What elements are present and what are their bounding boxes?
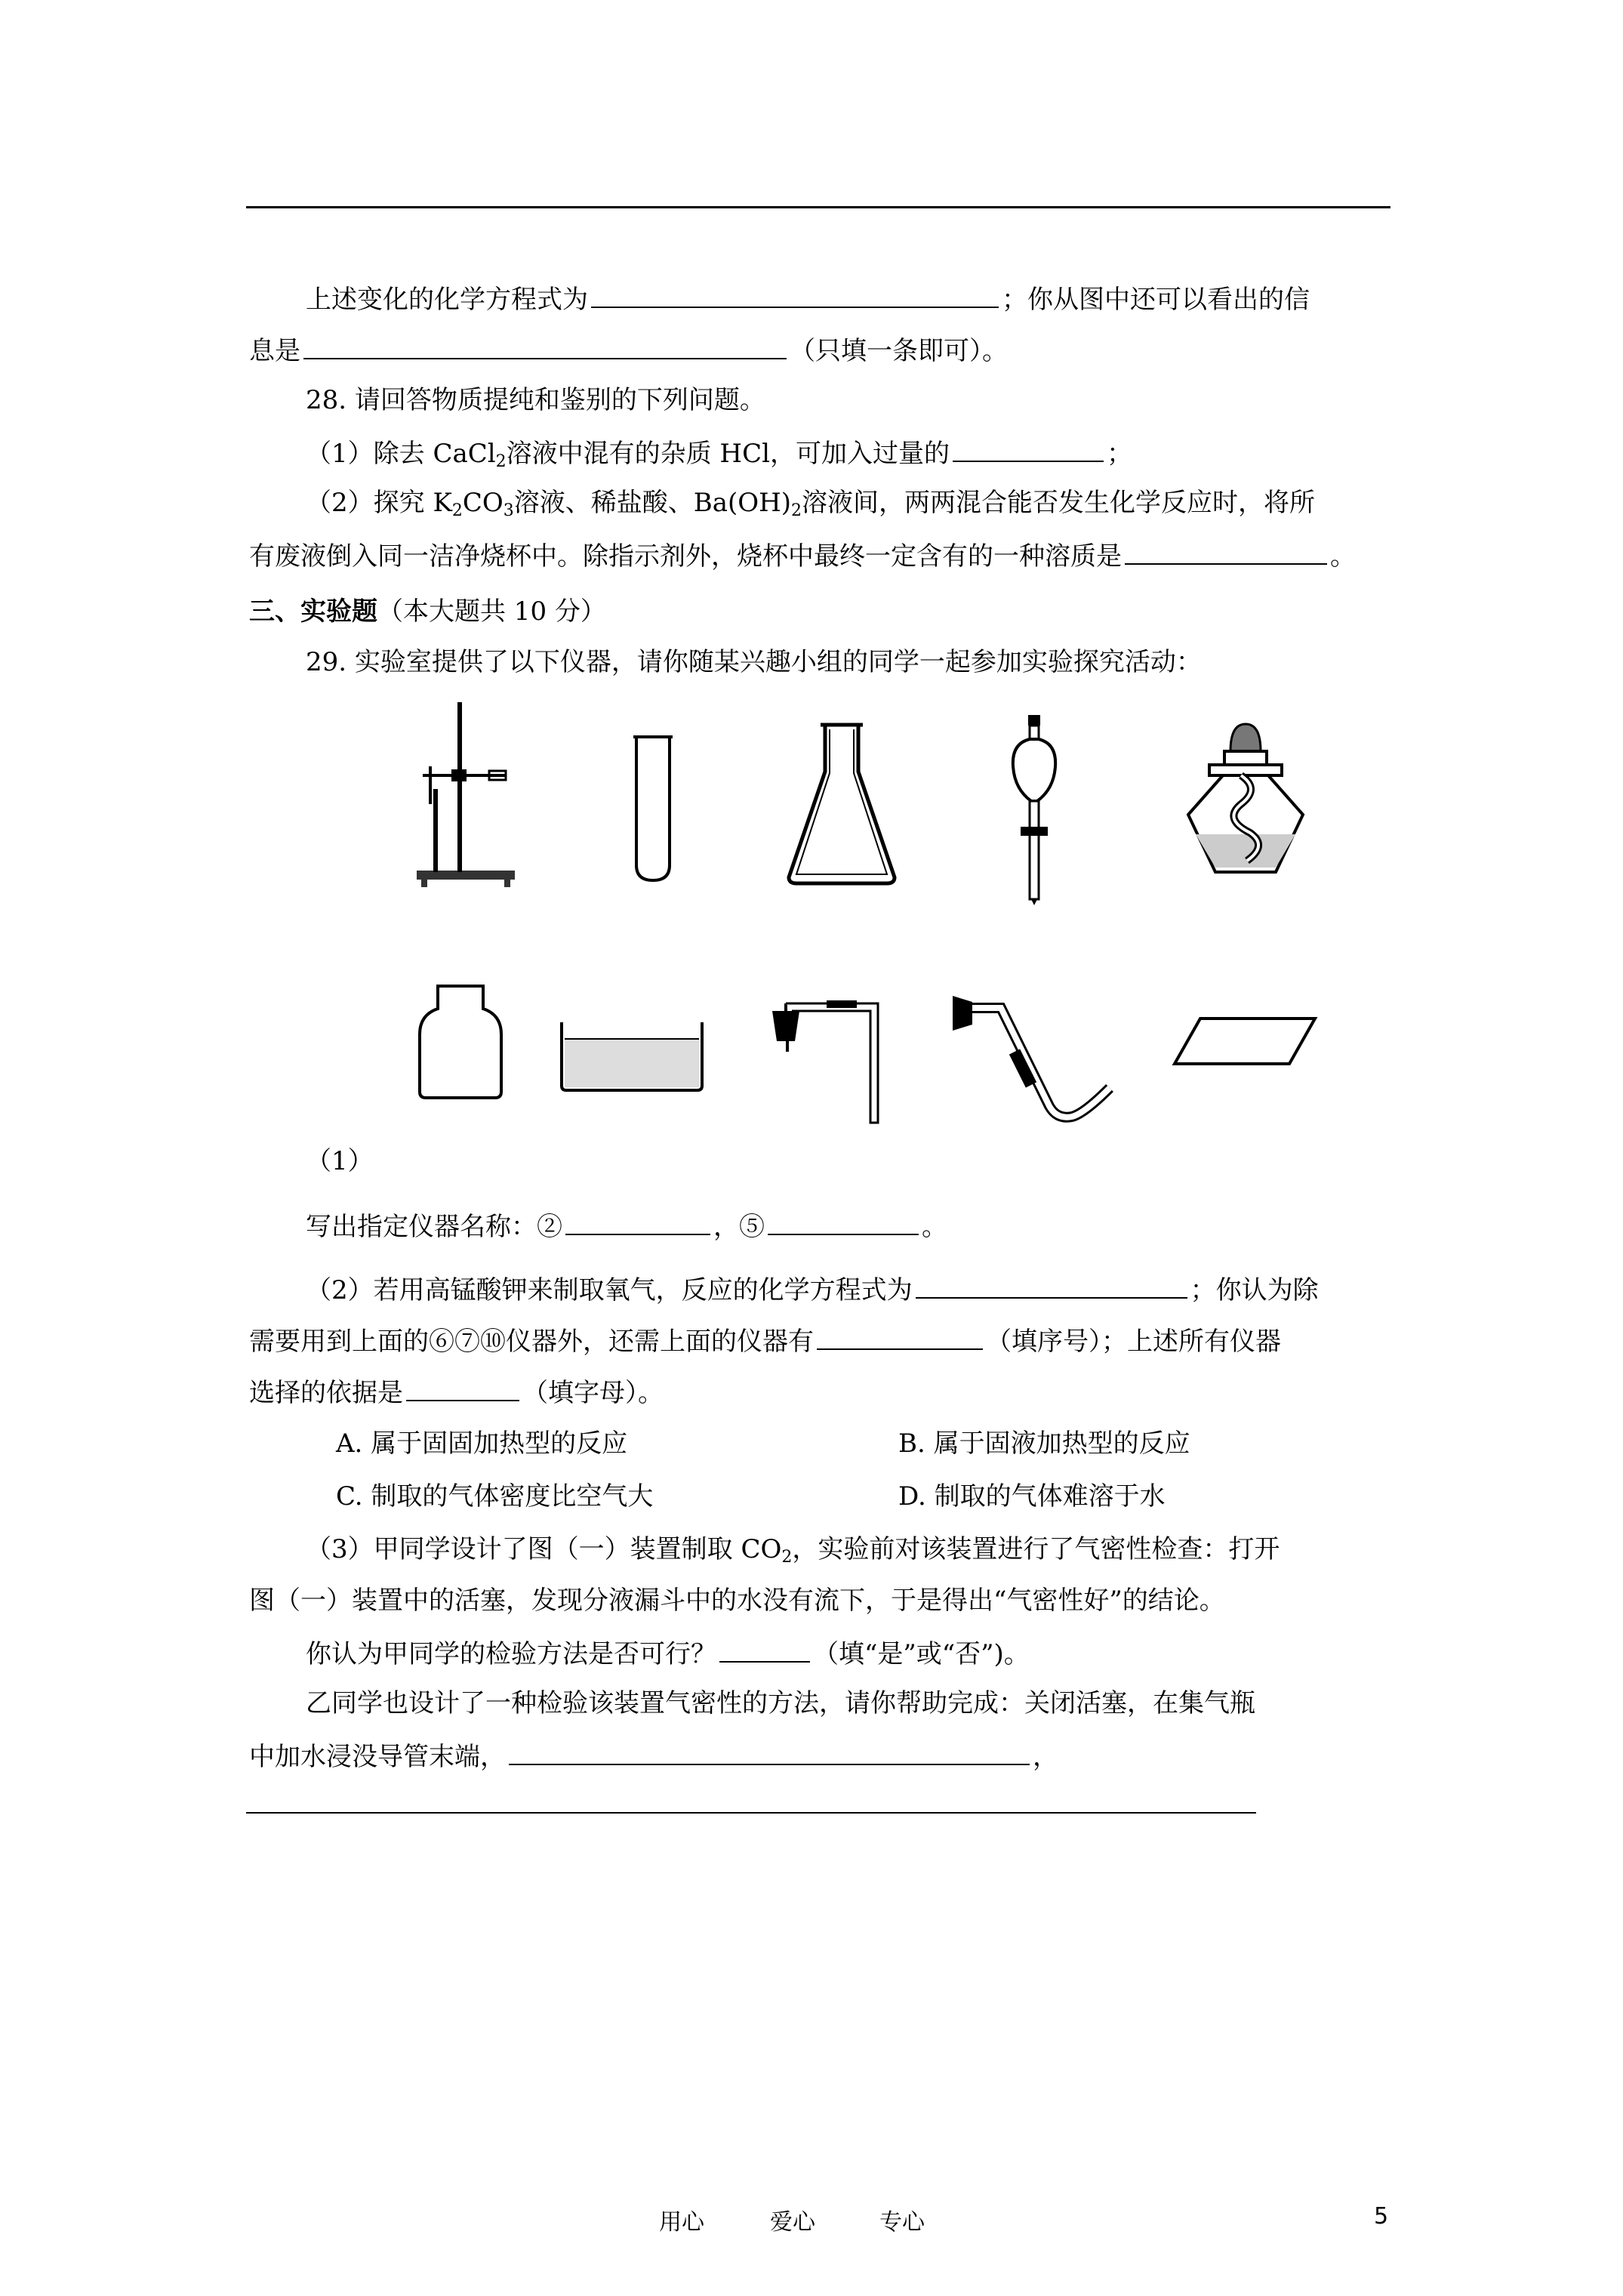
erlenmeyer-flask-icon — [781, 719, 902, 889]
page-number: 5 — [1374, 2203, 1389, 2230]
section3-title-rest: （本大题共 10 分） — [377, 596, 606, 627]
q29-p3-l5-text-a: 中加水浸没导管末端， — [249, 1742, 506, 1772]
q28-p1-text-b: 溶液中混有的杂质 HCl，可加入过量的 — [506, 439, 950, 469]
airtightness-method-blank[interactable] — [509, 1738, 1030, 1765]
bent-delivery-tube-icon — [944, 985, 1125, 1129]
q29-p2-l3-text-b: （填字母）。 — [522, 1378, 664, 1408]
q29-part3-line5 — [249, 1738, 1058, 1774]
gas-collecting-bottle-icon — [415, 982, 506, 1102]
q29-part3-line1 — [306, 1533, 1280, 1566]
q28-title: 28. 请回答物质提纯和鉴别的下列问题。 — [306, 385, 765, 415]
q28-p2-sub3: 2 — [791, 501, 802, 520]
q29-p3-l3-text-a: 你认为甲同学的检验方法是否可行？ — [306, 1639, 716, 1669]
test-tube-icon — [630, 732, 676, 887]
q29-p3-l1-sub: 2 — [781, 1548, 793, 1567]
alcohol-lamp-icon — [1178, 721, 1313, 876]
q27-line2-text-b: （只填一条即可）。 — [790, 336, 1008, 366]
basis-letter-blank[interactable] — [406, 1374, 519, 1401]
stopper-with-tube-icon — [766, 993, 891, 1129]
q27-equation-blank[interactable] — [591, 281, 999, 308]
q29-p2-l2-text-a: 需要用到上面的⑥⑦⑩仪器外，还需上面的仪器有 — [249, 1327, 814, 1357]
footer-motto-2: 爱心 — [770, 2209, 815, 2236]
q29-part1-label: （1） — [306, 1146, 374, 1176]
option-d: D. 制取的气体难溶于水 — [898, 1481, 1166, 1512]
q28-p1-sub: 2 — [495, 452, 507, 471]
q28-p2-sub1: 2 — [451, 501, 463, 520]
q29-part3-line4: 乙同学也设计了一种检验该装置气密性的方法，请你帮助完成：关闭活塞，在集气瓶 — [306, 1688, 1255, 1718]
option-b: B. 属于固液加热型的反应 — [898, 1428, 1190, 1459]
q28-p2-line2-end: 。 — [1330, 541, 1356, 572]
water-trough-icon — [559, 1019, 706, 1095]
q29-p2-l1-text-a: （2）若用高锰酸钾来制取氧气，反应的化学方程式为 — [306, 1275, 913, 1305]
q27-line1-text-a: 上述变化的化学方程式为 — [306, 285, 588, 315]
section3-title — [249, 595, 606, 628]
q28-p2-text-a: （2）探究 K — [306, 488, 452, 518]
q27-line1-text-b: ；你从图中还可以看出的信 — [1002, 285, 1310, 315]
q29-p2-l3-text-a: 选择的依据是 — [249, 1378, 403, 1408]
glass-plate-icon — [1170, 1015, 1321, 1068]
q28-p1-text-a: （1）除去 CaCl — [306, 439, 496, 469]
option-c: C. 制取的气体密度比空气大 — [336, 1481, 654, 1512]
q28-p2-line2-text: 有废液倒入同一洁净烧杯中。除指示剂外，烧杯中最终一定含有的一种溶质是 — [249, 541, 1122, 572]
feasible-blank[interactable] — [719, 1635, 810, 1663]
q29-p3-l1-text-a: （3）甲同学设计了图（一）装置制取 CO — [306, 1534, 782, 1564]
iron-stand-icon — [408, 698, 528, 895]
q27-line1 — [306, 281, 1310, 316]
instruments-number-blank[interactable] — [817, 1323, 983, 1350]
q28-p1-text-c: ； — [1106, 439, 1132, 469]
q29-part3-line3 — [306, 1635, 1030, 1671]
q29-p1-text-b: ，⑤ — [713, 1212, 765, 1242]
q27-info-blank[interactable] — [303, 332, 787, 359]
q29-p1-text-a: 写出指定仪器名称：② — [306, 1212, 562, 1242]
q28-reagent-blank[interactable] — [953, 435, 1104, 462]
q29-part2-line1 — [306, 1271, 1319, 1307]
q28-p2-text-b: CO — [462, 488, 504, 518]
q28-part2-line1 — [306, 486, 1315, 519]
instrument5-blank[interactable] — [768, 1208, 919, 1235]
footer-motto-3: 专心 — [879, 2209, 925, 2236]
q29-p3-l3-text-b: （填“是”或“否”)。 — [813, 1639, 1030, 1669]
q29-part1-line — [306, 1208, 947, 1244]
q29-p2-l2-text-b: （填序号）；上述所有仪器 — [986, 1327, 1281, 1357]
answer-continuation-line[interactable] — [246, 1812, 1256, 1814]
section3-title-bold: 三、实验题 — [249, 596, 377, 627]
q29-p2-l1-text-b: ；你认为除 — [1190, 1275, 1319, 1305]
q28-solute-blank[interactable] — [1125, 538, 1327, 565]
q28-part1 — [306, 435, 1132, 470]
q29-part2-line2 — [249, 1323, 1281, 1358]
header-rule — [246, 206, 1390, 208]
q28-p2-sub2: 3 — [503, 501, 514, 520]
q28-p2-text-d: 溶液间，两两混合能否发生化学反应时，将所 — [802, 488, 1316, 518]
q29-part3-line2: 图（一）装置中的活塞，发现分液漏斗中的水没有流下，于是得出“气密性好”的结论。 — [249, 1586, 1225, 1616]
q29-p3-l5-text-b: ， — [1033, 1742, 1058, 1772]
q28-p2-text-c: 溶液、稀盐酸、Ba(OH) — [513, 488, 792, 518]
q28-part2-line2 — [249, 538, 1356, 573]
option-a: A. 属于固固加热型的反应 — [336, 1428, 628, 1459]
kmno4-equation-blank[interactable] — [916, 1271, 1187, 1299]
q29-p3-l1-text-b: ，实验前对该装置进行了气密性检查：打开 — [792, 1534, 1280, 1564]
q27-line2 — [249, 332, 1008, 368]
q29-intro: 29. 实验室提供了以下仪器，请你随某兴趣小组的同学一起参加实验探究活动： — [306, 647, 1202, 677]
q29-part2-line3 — [249, 1374, 664, 1410]
q29-p1-text-c: 。 — [922, 1212, 947, 1242]
separatory-funnel-icon — [1004, 713, 1064, 906]
footer-motto-1: 用心 — [659, 2209, 704, 2236]
q27-line2-text-a: 息是 — [249, 336, 300, 366]
instrument2-blank[interactable] — [565, 1208, 710, 1235]
